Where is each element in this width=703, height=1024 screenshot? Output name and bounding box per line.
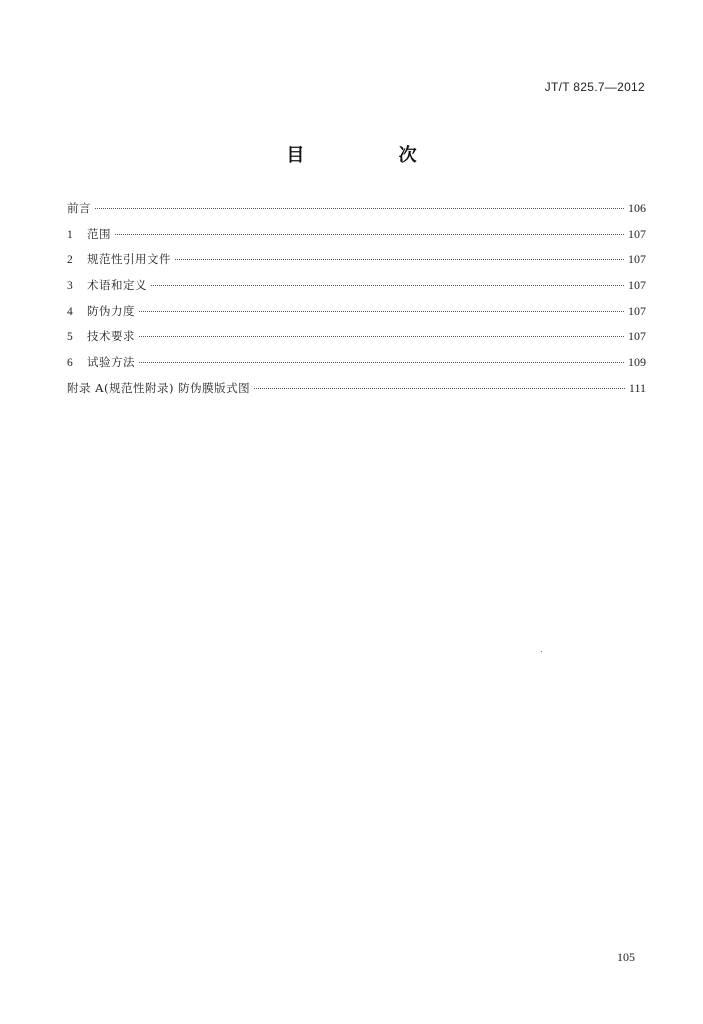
- toc-dot-leader: [151, 285, 624, 286]
- toc-entry-page: 107: [628, 329, 646, 344]
- toc-dot-leader: [95, 208, 624, 209]
- toc-entry-label: 范围: [87, 226, 111, 241]
- toc-entry-page: 107: [628, 303, 646, 318]
- toc-dot-leader: [139, 311, 624, 312]
- toc-entry-page: 109: [628, 355, 646, 370]
- toc-entry-scope[interactable]: [67, 226, 646, 252]
- toc-dot-leader: [139, 362, 624, 363]
- toc-entry-page: 107: [628, 278, 646, 293]
- toc-entry-number: 6: [67, 357, 73, 370]
- page-number: 105: [617, 950, 635, 964]
- toc-dot-leader: [254, 388, 625, 389]
- toc-entry-label: 术语和定义: [87, 278, 147, 293]
- scan-speck: [541, 651, 542, 652]
- toc-entry-page: 107: [628, 252, 646, 267]
- toc-entry-number: 5: [67, 331, 73, 344]
- toc-entry-label: 技术要求: [87, 329, 135, 344]
- toc-entry-terms-definitions[interactable]: [67, 277, 646, 303]
- toc-entry-page: 107: [628, 226, 646, 241]
- toc-dot-leader: [115, 234, 624, 235]
- page-title: 目 次: [286, 145, 461, 166]
- toc-entry-foreword[interactable]: [67, 200, 646, 226]
- toc-entry-label: 试验方法: [87, 355, 135, 370]
- toc-entry-technical-requirements[interactable]: [67, 328, 646, 354]
- toc-entry-test-methods[interactable]: [67, 354, 646, 380]
- toc-entry-label: 防伪力度: [87, 303, 135, 318]
- toc-entry-normative-references[interactable]: [67, 251, 646, 277]
- toc-entry-number: 1: [67, 228, 73, 241]
- toc-entry-label: 前言: [67, 201, 91, 215]
- toc-entry-label: 规范性引用文件: [87, 252, 171, 267]
- standard-code: JT/T 825.7—2012: [544, 80, 645, 94]
- toc-entry-number: 4: [67, 305, 73, 318]
- toc-entry-number: 3: [67, 280, 73, 293]
- toc-dot-leader: [139, 336, 624, 337]
- toc-entry-number: 2: [67, 254, 73, 267]
- table-of-contents: [67, 200, 646, 406]
- toc-entry-anti-counterfeit-strength[interactable]: [67, 303, 646, 329]
- toc-entry-page: 111: [628, 380, 646, 395]
- toc-dot-leader: [175, 259, 624, 260]
- toc-entry-appendix-a[interactable]: [67, 380, 646, 406]
- toc-entry-page: 106: [628, 201, 646, 215]
- toc-entry-label: 附录 A(规范性附录) 防伪膜版式图: [67, 380, 251, 395]
